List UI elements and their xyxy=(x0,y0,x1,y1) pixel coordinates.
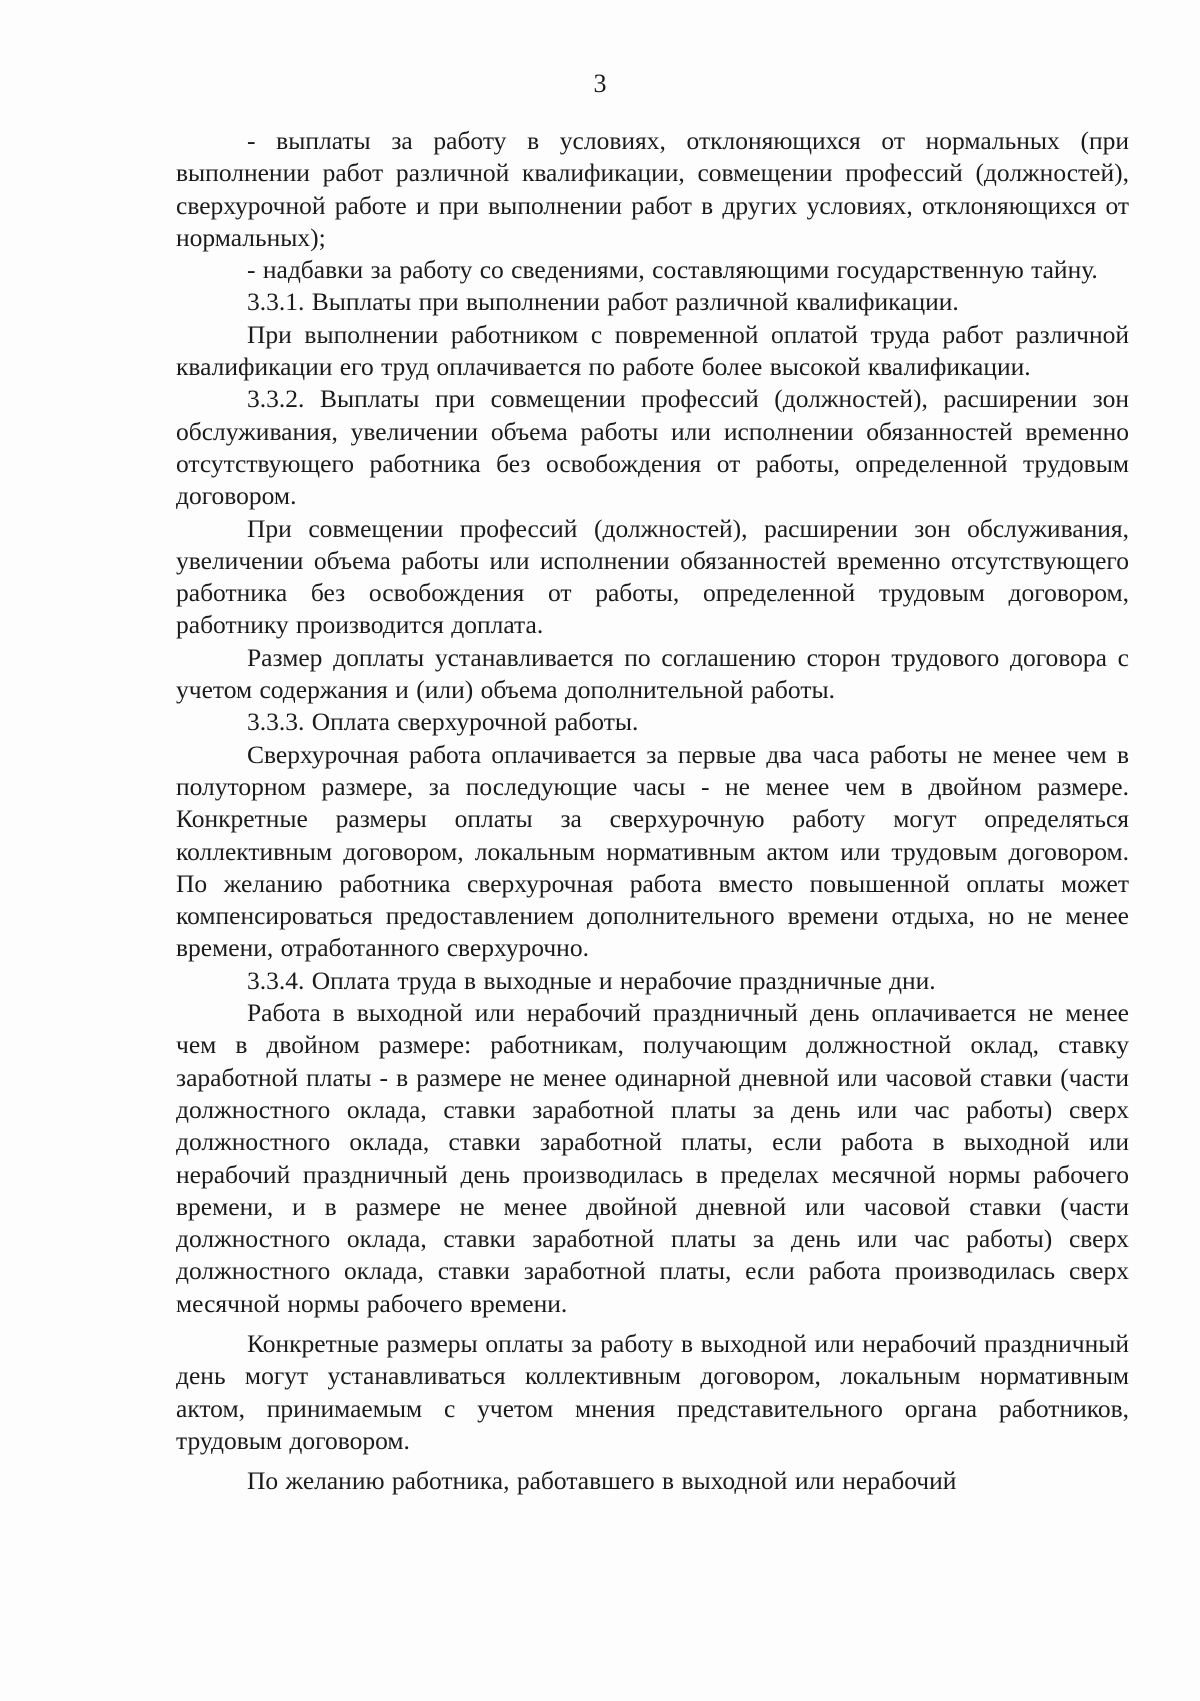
paragraph-employee-request: По желанию работника, работавшего в выходной или нерабочий xyxy=(247,1466,957,1496)
paragraph-state-secret-bonus: - надбавки за работу со сведениями, составляющими государственную тайну. xyxy=(247,255,1098,285)
paragraph-combining-professions: При совмещении профессий (должностей), расширении зон обслуживания, увеличении объема работы или исполнении обязанностей временно отсутствующего работника без освобождения от работы, определенной трудовым договором, работнику производится доплата. xyxy=(176,513,1129,640)
paragraph-holiday-pay: Работа в выходной или нерабочий праздничный день оплачивается не менее чем в двойном размере: работникам, получающим должностной оклад, ставку заработной платы - в размере не менее одинарной дневной или часовой ставки (части должностного оклада, ставки заработной платы за день или час работы) сверх должностного оклада, ставки заработной платы, если работа в выходной или нерабочий праздничный день производилась в пределах месячной нормы рабочего времени, и в размере не менее двойной дневной или часовой ставки (части должностного оклада, ставки заработной платы за день или час работы) сверх должностного оклада, ставки заработной платы, если работа производилась сверх месячной нормы рабочего времени. xyxy=(176,998,1129,1318)
paragraph-overtime-rate: Сверхурочная работа оплачивается за первые два часа работы не менее чем в полуторном размере, за последующие часы - не менее чем в двойном размере. Конкретные размеры оплаты за сверхурочную работу могут определяться коллективным договором, локальным нормативным актом или трудовым договором. По желанию работника сверхурочная работа вместо повышенной оплаты может компенсироваться предоставлением дополнительного времени отдыха, но не менее времени, отработанного сверхурочно. xyxy=(176,739,1129,963)
page-number: 3 xyxy=(593,69,607,98)
document-body xyxy=(176,125,1129,1497)
paragraph-different-qualification: При выполнении работником с повременной оплатой труда работ различной квалификации его труд оплачивается по работе более высокой квалификации. xyxy=(176,319,1129,382)
paragraph-holiday-pay-sizes: Конкретные размеры оплаты за работу в выходной или нерабочий праздничный день могут устанавливаться коллективным договором, локальным нормативным актом, принимаемым с учетом мнения представительного органа работников, трудовым договором. xyxy=(176,1328,1129,1455)
paragraph-overtime-payments: - выплаты за работу в условиях, отклоняющихся от нормальных (при выполнении работ различной квалификации, совмещении профессий (должностей), сверхурочной работе и при выполнении работ в других условиях, отклоняющихся от нормальных); xyxy=(176,126,1129,252)
paragraph-surcharge-amount: Размер доплаты устанавливается по соглашению сторон трудового договора с учетом содержания и (или) объема дополнительной работы. xyxy=(176,642,1129,705)
section-heading-3-3-1: 3.3.1. Выплаты при выполнении работ различной квалификации. xyxy=(247,287,959,317)
section-heading-3-3-4: 3.3.4. Оплата труда в выходные и нерабочие праздничные дни. xyxy=(247,965,936,995)
section-heading-3-3-3: 3.3.3. Оплата сверхурочной работы. xyxy=(247,707,639,737)
section-heading-3-3-2: 3.3.2. Выплаты при совмещении профессий (должностей), расширении зон обслуживания, увеличении объема работы или исполнении обязанностей временно отсутствующего работника без освобождения от работы, определенной трудовым договором. xyxy=(176,384,1129,511)
